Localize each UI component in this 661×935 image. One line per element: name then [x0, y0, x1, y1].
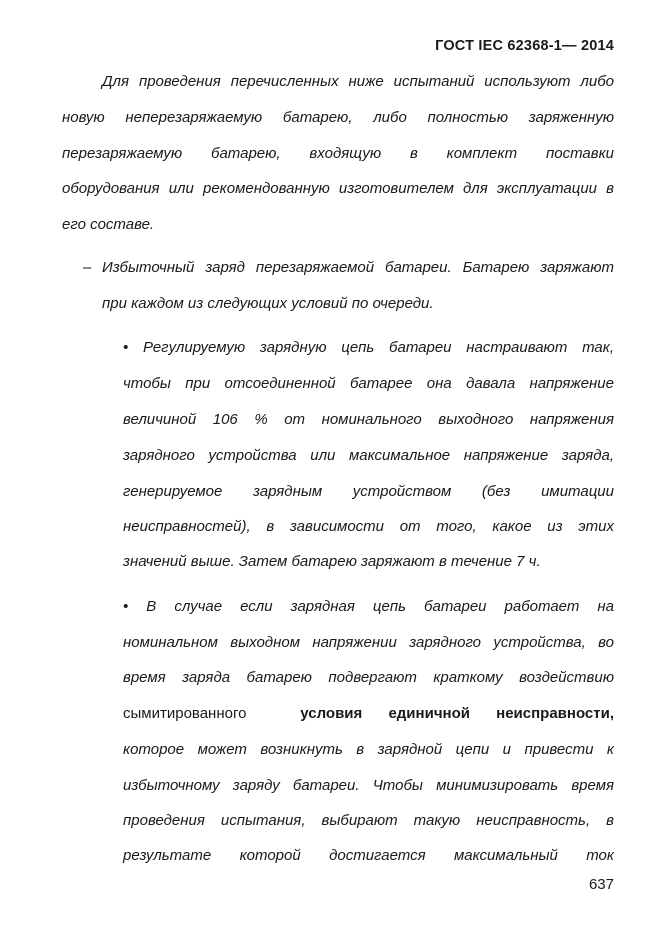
- paragraph-line: оборудования или рекомендованную изготовителем для эксплуатации в: [62, 180, 614, 197]
- bullet-line: • В случае если зарядная цепь батареи работает на: [123, 598, 614, 615]
- bullet-line: зарядного устройства или максимальное напряжение заряда,: [123, 447, 614, 464]
- bullet-line: значений выше. Затем батарею заряжают в течение 7 ч.: [123, 553, 541, 570]
- paragraph-line: перезаряжаемую батарею, входящую в комплект поставки: [62, 145, 614, 162]
- paragraph-line: новую неперезаряжаемую батарею, либо полностью заряженную: [62, 109, 614, 126]
- bullet-line: величиной 106 % от номинального выходного напряжения: [123, 411, 614, 428]
- bullet-line: результате которой достигается максимальный ток: [123, 847, 614, 864]
- bullet-line: генерируемое зарядным устройством (без имитации: [123, 483, 614, 500]
- dash-item-line: при каждом из следующих условий по очереди.: [102, 295, 434, 312]
- term-emphasis: условия единичной неисправности,: [300, 705, 614, 722]
- bullet-line-prefix: сымитированного: [123, 705, 247, 722]
- bullet-line: неисправностей), в зависимости от того, какое из этих: [123, 518, 614, 535]
- document-header: ГОСТ IEC 62368-1— 2014: [435, 38, 614, 54]
- bullet-line: избыточному заряду батареи. Чтобы минимизировать время: [123, 777, 614, 794]
- bullet-line: чтобы при отсоединенной батарее она давала напряжение: [123, 375, 614, 392]
- bullet-line: номинальном выходном напряжении зарядного устройства, во: [123, 634, 614, 651]
- paragraph-line: Для проведения перечисленных ниже испытаний используют либо: [102, 73, 614, 90]
- list-dash-marker: –: [83, 259, 92, 276]
- bullet-line: которое может возникнуть в зарядной цепи и привести к: [123, 741, 614, 758]
- dash-item-line: Избыточный заряд перезаряжаемой батареи. Батарею заряжают: [102, 259, 614, 276]
- bullet-line: проведения испытания, выбирают такую неисправность, в: [123, 812, 614, 829]
- bullet-line: время заряда батарею подвергают краткому воздействию: [123, 669, 614, 686]
- bullet-line: • Регулируемую зарядную цепь батареи настраивают так,: [123, 339, 614, 356]
- paragraph-line: его составе.: [62, 216, 155, 233]
- page-number: 637: [588, 876, 614, 893]
